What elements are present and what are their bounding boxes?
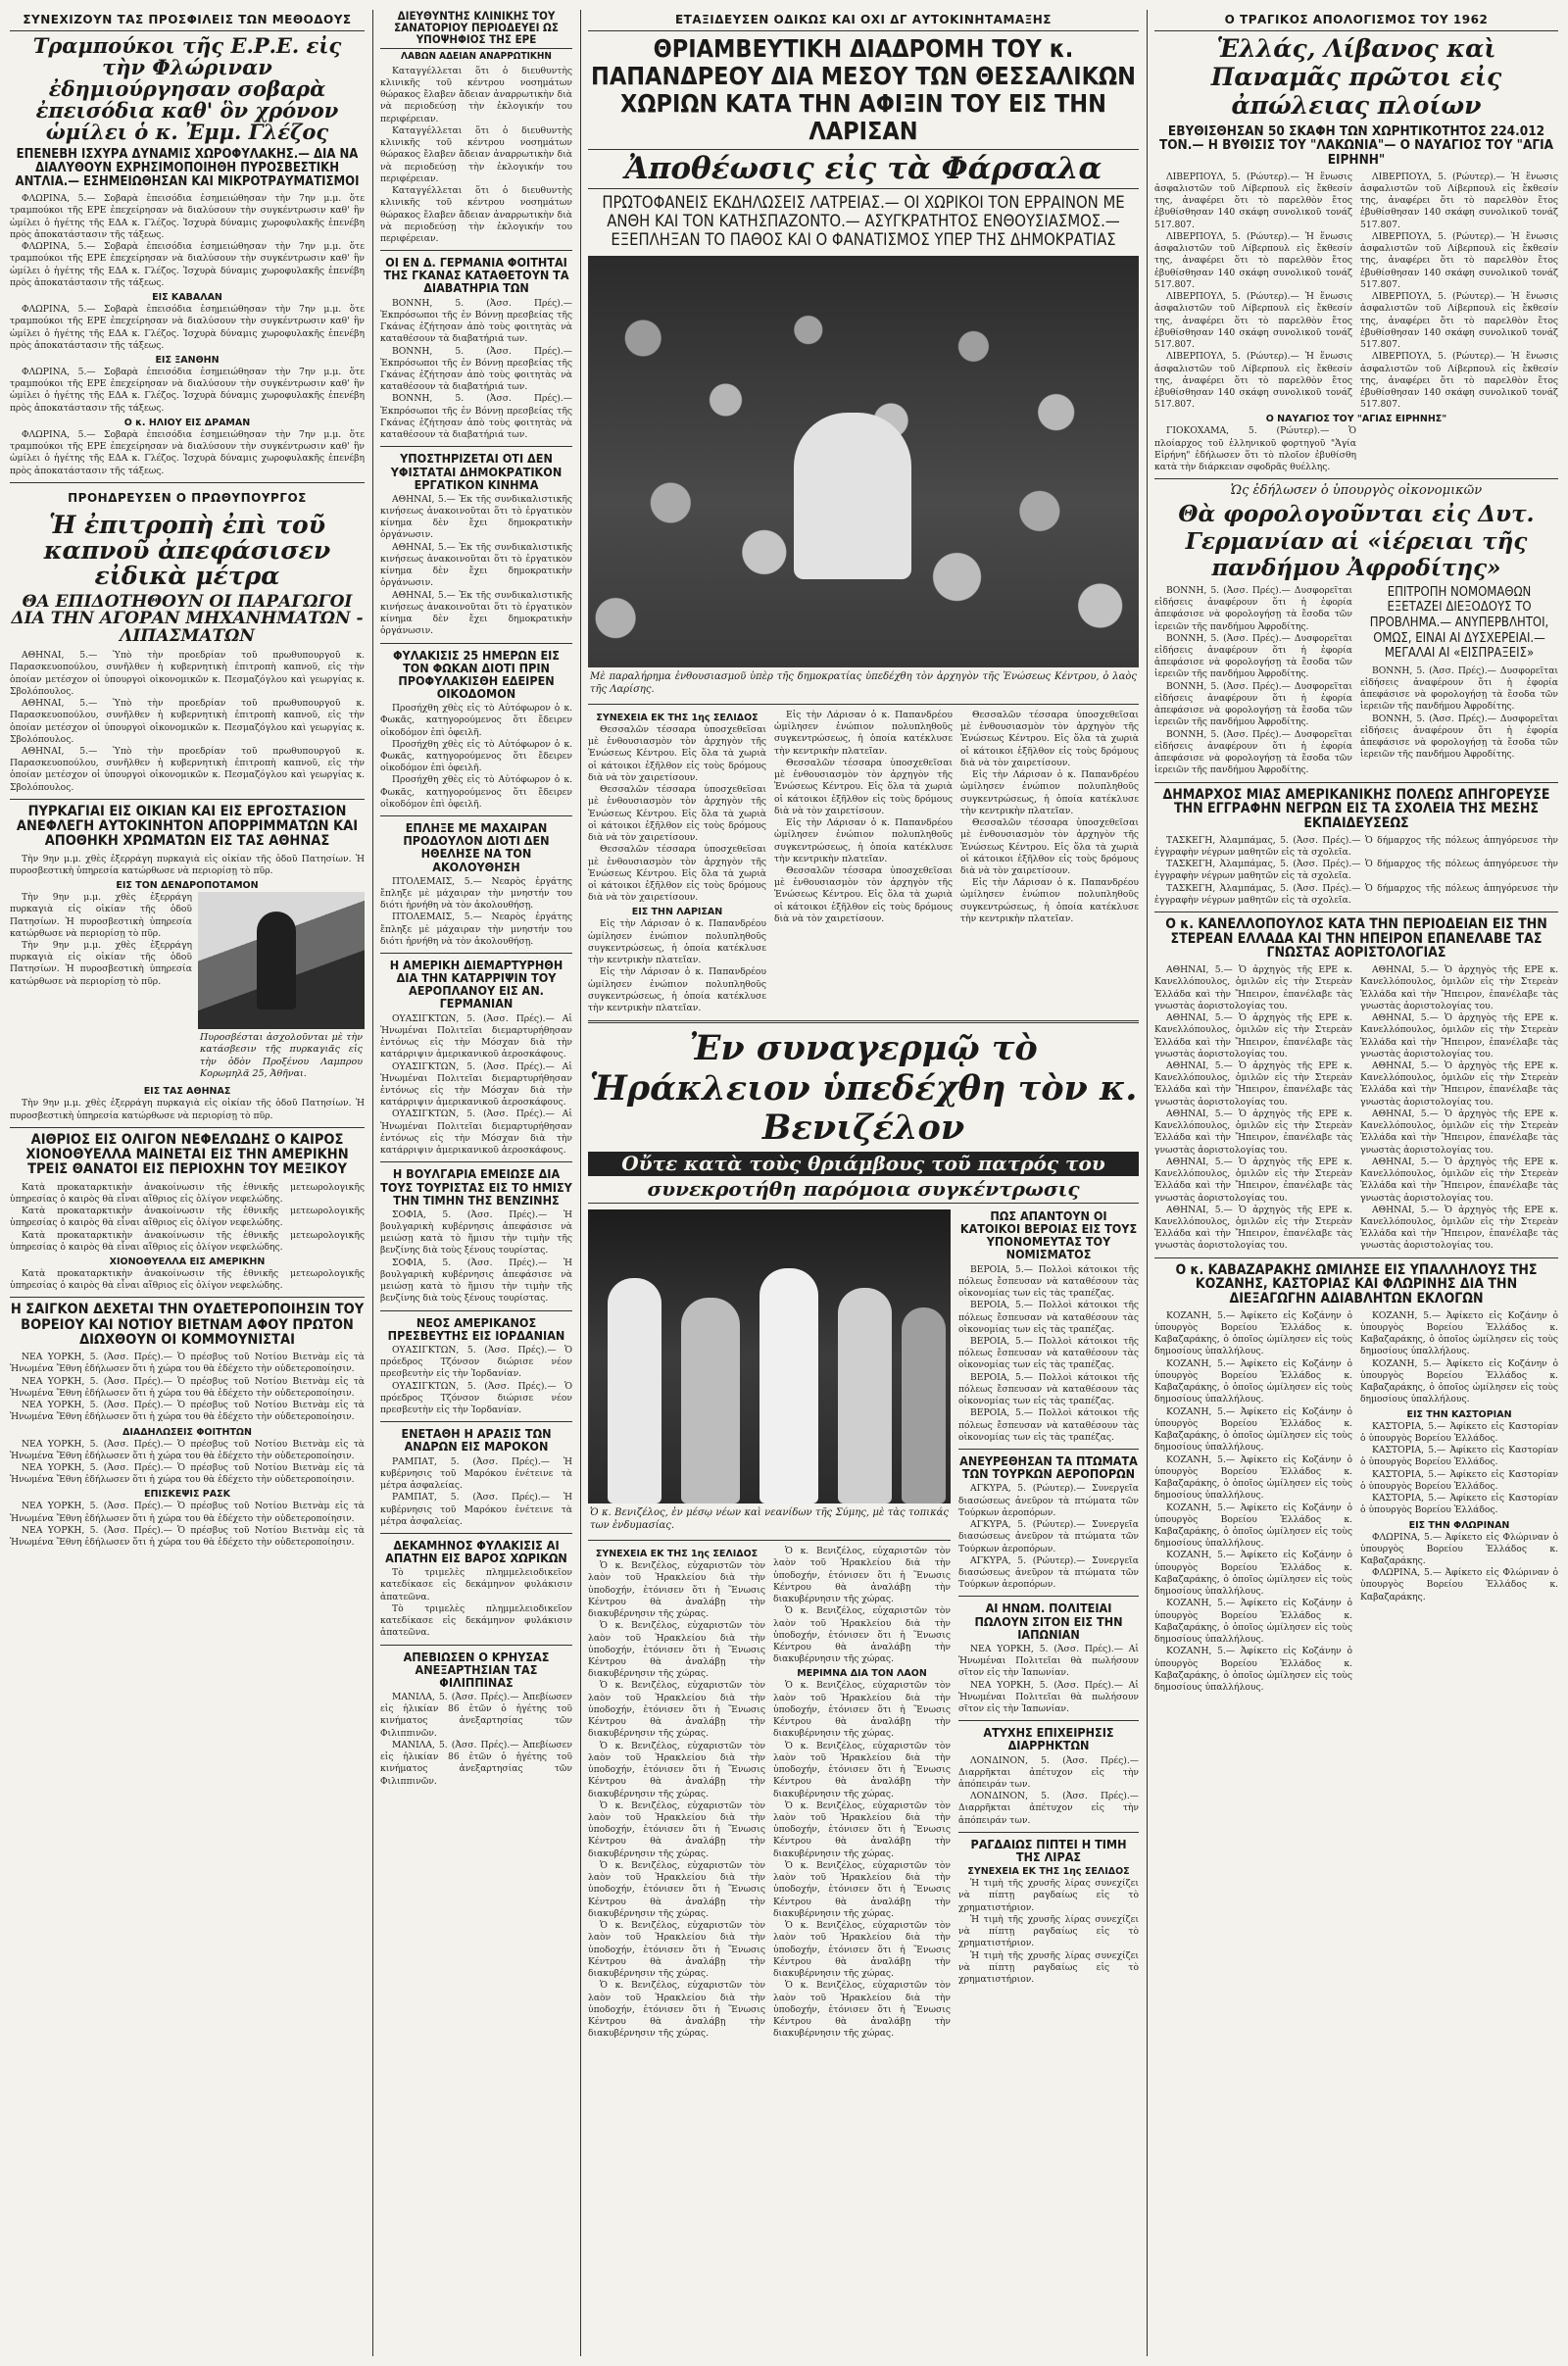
subhead-tobacco: ΘΑ ΕΠΙΔΟΤΗΘΟΥΝ ΟΙ ΠΑΡΑΓΩΓΟΙ ΔΙΑ ΤΗΝ ΑΓΟΡΑΝ ΜΗΧΑΝΗΜΑΤΩΝ - ΛΙΠΑΣΜΑΤΩΝ [11,591,364,647]
column-rule [1147,10,1148,2356]
article-body: ΒΕΡΟΙΑ, 5.— Πολλοὶ κάτοικοι τῆς πόλεως ἔσπευσαν νὰ καταθέσουν τὰς οἰκονομίας των εἰς τὰς τραπέζας. ΒΕΡΟΙΑ, 5.— Πολλοὶ κάτοικοι τῆς πόλεως ἔσπευσαν νὰ καταθέσουν τὰς οἰκονομίας των εἰς τὰς τραπέζας. ΒΕΡΟΙΑ, 5.— Πολλοὶ κάτοικοι τῆς πόλεως ἔσπευσαν νὰ καταθέσουν τὰς οἰκονομίας των εἰς τὰς τραπέζας. ΒΕΡΟΙΑ, 5.— Πολλοὶ κάτοικοι τῆς πόλεως ἔσπευσαν νὰ καταθέσουν τὰς οἰκονομίας των εἰς τὰς τραπέζας. ΒΕΡΟΙΑ, 5.— Πολλοὶ κάτοικοι τῆς πόλεως ἔσπευσαν νὰ καταθέσουν τὰς οἰκονομίας των εἰς τὰς τραπέζας. [958,1263,1139,1443]
photo-venizelos [588,1209,951,1503]
photo-caption: Ὁ κ. Βενιζέλος, ἐν μέσῳ νέων καὶ νεανίδων τῆς Σύμης, μὲ τὰς τοπικάς των ἐνδυμασίας. [590,1507,949,1532]
article-body: ΟΥΑΣΙΓΚΤΩΝ, 5. (Ἀσσ. Πρές).— Αἱ Ἡνωμέναι Πολιτεῖαι διεμαρτυρήθησαν ἐντόνως εἰς τὴν Μόσχαν διὰ τὴν κατάρριψιν ἀμερικανικοῦ ἀεροσκάφους. ΟΥΑΣΙΓΚΤΩΝ, 5. (Ἀσσ. Πρές).— Αἱ Ἡνωμέναι Πολιτεῖαι διεμαρτυρήθησαν ἐντόνως εἰς τὴν Μόσχαν διὰ τὴν κατάρριψιν ἀμερικανικοῦ ἀεροσκάφους. ΟΥΑΣΙΓΚΤΩΝ, 5. (Ἀσσ. Πρές).— Αἱ Ἡνωμέναι Πολιτεῖαι διεμαρτυρήθησαν ἐντόνως εἰς τὴν Μόσχαν διὰ τὴν κατάρριψιν ἀμερικανικοῦ ἀεροσκάφους. [380,1012,572,1157]
dateline: Ο κ. ΗΛΙΟΥ ΕΙΣ ΔΡΑΜΑΝ [123,417,251,428]
headline: ΝΕΟΣ ΑΜΕΡΙΚΑΝΟΣ ΠΡΕΣΒΕΥΤΗΣ ΕΙΣ ΙΟΡΔΑΝΙΑΝ [387,1314,565,1343]
headline-tobacco: Ἡ ἐπιτροπὴ ἐπὶ τοῦ καπνοῦ ἀπεφάσισεν εἰδικὰ μέτρα [43,510,331,591]
headline: ΑΠΕΒΙΩΣΕΝ Ο ΚΡΗΥΣΑΣ ΑΝΕΞΑΡΤΗΣΙΑΝ ΤΑΣ ΦΙΛΙΠΠΙΝΑΣ [403,1649,550,1690]
article-body: ΒΟΝΝΗ, 5. (Ἀσσ. Πρές).— Ἐκπρόσωποι τῆς ἐν Βόννῃ πρεσβείας τῆς Γκάνας ἐζήτησαν ἀπὸ τοὺς φοιτητὰς νὰ καταθέσουν τὰ διαβατήριά των. ΒΟΝΝΗ, 5. (Ἀσσ. Πρές).— Ἐκπρόσωποι τῆς ἐν Βόννῃ πρεσβείας τῆς Γκάνας ἐζήτησαν ἀπὸ τοὺς φοιτητὰς νὰ καταθέσουν τὰ διαβατήριά των. ΒΟΝΝΗ, 5. (Ἀσσ. Πρές).— Ἐκπρόσωποι τῆς ἐν Βόννῃ πρεσβείας τῆς Γκάνας ἐζήτησαν ἀπὸ τοὺς φοιτητὰς νὰ καταθέσουν τὰ διαβατήριά των. [380,297,572,441]
column-rule [580,10,581,2356]
article-body: ΦΛΩΡΙΝΑ, 5.— Σοβαρὰ ἐπεισόδια ἐσημειώθησαν τὴν 7ην μ.μ. ὅτε τραμπούκοι τῆς ΕΡΕ ἐπεχείρησαν νὰ διαλύσουν τὴν συγκέντρωσιν καθ' ἣν ὡμίλει ὁ ἡγέτης τῆς ΕΔΑ κ. Γλέζος. Ἰσχυρὰ δύναμις χωροφυλακῆς ἐπενέβη πρὸς ἀποκατάστασιν τῆς τάξεως. [10,304,365,351]
article-body: ΝΕΑ ΥΟΡΚΗ, 5. (Ἀσσ. Πρές).— Αἱ Ἡνωμέναι Πολιτεῖαι θὰ πωλήσουν σῖτον εἰς τὴν Ἰαπωνίαν. ΝΕΑ ΥΟΡΚΗ, 5. (Ἀσσ. Πρές).— Αἱ Ἡνωμέναι Πολιτεῖαι θὰ πωλήσουν σῖτον εἰς τὴν Ἰαπωνίαν. [958,1643,1139,1715]
dateline: ΕΙΣ ΤΑΣ ΑΘΗΝΑΣ [143,1086,231,1098]
article-body: Θεσσαλῶν τέσσαρα ὑποσχεθεῖσαι μὲ ἐνθουσιασμὸν τὸν ἀρχηγὸν τῆς Ἑνώσεως Κέντρου. Εἰς ὅλα τὰ χωριὰ οἱ κάτοικοι ἐξῆλθον εἰς τοὺς δρόμους διὰ νὰ τὸν χαιρετίσουν. Θεσσαλῶν τέσσαρα ὑποσχεθεῖσαι μὲ ἐνθουσιασμὸν τὸν ἀρχηγὸν τῆς Ἑνώσεως Κέντρου. Εἰς ὅλα τὰ χωριὰ οἱ κάτοικοι ἐξῆλθον εἰς τοὺς δρόμους διὰ νὰ τὸν χαιρετίσουν. Θεσσαλῶν τέσσαρα ὑποσχεθεῖσαι μὲ ἐνθουσιασμὸν τὸν ἀρχηγὸν τῆς Ἑνώσεως Κέντρου. Εἰς ὅλα τὰ χωριὰ οἱ κάτοικοι ἐξῆλθον εἰς τοὺς δρόμους διὰ νὰ τὸν χαιρετίσουν. [588,723,766,904]
article-body: ΑΓΚΥΡΑ, 5. (Ρώυτερ).— Συνεργεῖα διασώσεως ἀνεῦρον τὰ πτώματα τῶν Τούρκων ἀεροπόρων. ΑΓΚΥΡΑ, 5. (Ρώυτερ).— Συνεργεῖα διασώσεως ἀνεῦρον τὰ πτώματα τῶν Τούρκων ἀεροπόρων. ΑΓΚΥΡΑ, 5. (Ρώυτερ).— Συνεργεῖα διασώσεως ἀνεῦρον τὰ πτώματα τῶν Τούρκων ἀεροπόρων. [958,1483,1139,1591]
headline-kavazarakis: Ο κ. ΚΑΒΑΖΑΡΑΚΗΣ ΩΜΙΛΗΣΕ ΕΙΣ ΥΠΑΛΛΗΛΟΥΣ ΤΗΣ ΚΟΖΑΝΗΣ, ΚΑΣΤΟΡΙΑΣ ΚΑΙ ΦΛΩΡΙΝΗΣ ΔΙΑ ΤΗΝ ΔΙΕΞΑΓΩΓΗΝ ΑΔΙΑΒΛΗΤΩΝ ΕΚΛΟΓΩΝ [1175,1261,1538,1307]
kicker: Ὡς ἐδήλωσεν ὁ ὑπουργὸς οἰκονομικῶν [1230,483,1483,499]
article-body: ΦΛΩΡΙΝΑ, 5.— Σοβαρὰ ἐπεισόδια ἐσημειώθησαν τὴν 7ην μ.μ. ὅτε τραμπούκοι τῆς ΕΡΕ ἐπεχείρησαν νὰ διαλύσουν τὴν συγκέντρωσιν καθ' ἣν ὡμίλει ὁ ἡγέτης τῆς ΕΔΑ κ. Γλέζος. Ἰσχυρὰ δύναμις χωροφυλακῆς ἐπενέβη πρὸς ἀποκατάστασιν τῆς τάξεως. ΦΛΩΡΙΝΑ, 5.— Σοβαρὰ ἐπεισόδια ἐσημειώθησαν τὴν 7ην μ.μ. ὅτε τραμπούκοι τῆς ΕΡΕ ἐπεχείρησαν νὰ διαλύσουν τὴν συγκέντρωσιν καθ' ἣν ὡμίλει ὁ ἡγέτης τῆς ΕΔΑ κ. Γλέζος. Ἰσχυρὰ δύναμις χωροφυλακῆς ἐπενέβη πρὸς ἀποκατάστασιν τῆς τάξεως. [10,193,365,288]
headline-farsala: Ἀποθέωσις εἰς τὰ Φάρσαλα [588,149,1139,189]
column-center [584,10,1143,2356]
photo-caption: Μὲ παραλήρημα ἐνθουσιασμοῦ ὑπὲρ τῆς δημοκρατίας ὑπεδέχθη τὸν ἀρχηγὸν τῆς Ἐνώσεως Κέντρου, ὁ λαὸς τῆς Λαρίσης. [590,670,1137,695]
headline-weather: ΑΙΘΡΙΟΣ ΕΙΣ ΟΛΙΓΟΝ ΝΕΦΕΛΩΔΗΣ Ο ΚΑΙΡΟΣ ΧΙΟΝΟΘΥΕΛΛΑ ΜΑΙΝΕΤΑΙ ΕΙΣ ΤΗΝ ΑΜΕΡΙΚΗΝ ΤΡΕΙΣ ΘΑΝΑΤΟΙ ΕΙΣ ΠΕΡΙΟΧΗΝ ΤΟΥ ΜΕΞΙΚΟΥ [25,1131,349,1178]
dateline: ΕΙΣ ΞΑΝΘΗΝ [155,354,220,366]
article-body: Τὴν 9ην μ.μ. χθὲς ἐξερράγη πυρκαγιὰ εἰς οἰκίαν τῆς ὁδοῦ Πατησίων. Ἡ πυροσβεστικὴ ὑπηρεσία κατώρθωσε νὰ περιορίσῃ τὸ πῦρ. [10,853,365,876]
article-body: ΑΘΗΝΑΙ, 5.— Ὁ ἀρχηγὸς τῆς ΕΡΕ κ. Κανελλόπουλος, ὁμιλῶν εἰς τὴν Στερεὰν Ἑλλάδα καὶ τὴν Ἤπειρον, ἐπανέλαβε τὰς γνωστὰς ἀοριστολογίας του. ΑΘΗΝΑΙ, 5.— Ὁ ἀρχηγὸς τῆς ΕΡΕ κ. Κανελλόπουλος, ὁμιλῶν εἰς τὴν Στερεὰν Ἑλλάδα καὶ τὴν Ἤπειρον, ἐπανέλαβε τὰς γνωστὰς ἀοριστολογίας του. ΑΘΗΝΑΙ, 5.— Ὁ ἀρχηγὸς τῆς ΕΡΕ κ. Κανελλόπουλος, ὁμιλῶν εἰς τὴν Στερεὰν Ἑλλάδα καὶ τὴν Ἤπειρον, ἐπανέλαβε τὰς γνωστὰς ἀοριστολογίας του. ΑΘΗΝΑΙ, 5.— Ὁ ἀρχηγὸς τῆς ΕΡΕ κ. Κανελλόπουλος, ὁμιλῶν εἰς τὴν Στερεὰν Ἑλλάδα καὶ τὴν Ἤπειρον, ἐπανέλαβε τὰς γνωστὰς ἀοριστολογίας του. ΑΘΗΝΑΙ, 5.— Ὁ ἀρχηγὸς τῆς ΕΡΕ κ. Κανελλόπουλος, ὁμιλῶν εἰς τὴν Στερεὰν Ἑλλάδα καὶ τὴν Ἤπειρον, ἐπανέλαβε τὰς γνωστὰς ἀοριστολογίας του. ΑΘΗΝΑΙ, 5.— Ὁ ἀρχηγὸς τῆς ΕΡΕ κ. Κανελλόπουλος, ὁμιλῶν εἰς τὴν Στερεὰν Ἑλλάδα καὶ τὴν Ἤπειρον, ἐπανέλαβε τὰς γνωστὰς ἀοριστολογίας του. [1154,964,1352,1252]
dateline: ΕΙΣ ΤΗΝ ΚΑΣΤΟΡΙΑΝ [1406,1408,1512,1420]
article-body: Ὁ κ. Βενιζέλος, εὐχαριστῶν τὸν λαὸν τοῦ Ἡρακλείου διὰ τὴν ὑποδοχήν, ἐτόνισεν ὅτι ἡ Ἕνωσις Κέντρου θὰ ἀναλάβῃ τὴν διακυβέρνησιν τῆς χώρας. Ὁ κ. Βενιζέλος, εὐχαριστῶν τὸν λαὸν τοῦ Ἡρακλείου διὰ τὴν ὑποδοχήν, ἐτόνισεν ὅτι ἡ Ἕνωσις Κέντρου θὰ ἀναλάβῃ τὴν διακυβέρνησιν τῆς χώρας. Ὁ κ. Βενιζέλος, εὐχαριστῶν τὸν λαὸν τοῦ Ἡρακλείου διὰ τὴν ὑποδοχήν, ἐτόνισεν ὅτι ἡ Ἕνωσις Κέντρου θὰ ἀναλάβῃ τὴν διακυβέρνησιν τῆς χώρας. Ὁ κ. Βενιζέλος, εὐχαριστῶν τὸν λαὸν τοῦ Ἡρακλείου διὰ τὴν ὑποδοχήν, ἐτόνισεν ὅτι ἡ Ἕνωσις Κέντρου θὰ ἀναλάβῃ τὴν διακυβέρνησιν τῆς χώρας. Ὁ κ. Βενιζέλος, εὐχαριστῶν τὸν λαὸν τοῦ Ἡρακλείου διὰ τὴν ὑποδοχήν, ἐτόνισεν ὅτι ἡ Ἕνωσις Κέντρου θὰ ἀναλάβῃ τὴν διακυβέρνησιν τῆς χώρας. Ὁ κ. Βενιζέλος, εὐχαριστῶν τὸν λαὸν τοῦ Ἡρακλείου διὰ τὴν ὑποδοχήν, ἐτόνισεν ὅτι ἡ Ἕνωσις Κέντρου θὰ ἀναλάβῃ τὴν διακυβέρνησιν τῆς χώρας. [773,1680,951,2040]
headline: ΠΩΣ ΑΠΑΝΤΟΥΝ ΟΙ ΚΑΤΟΙΚΟΙ ΒΕΡΟΙΑΣ ΕΙΣ ΤΟΥΣ ΥΠΟΝΟΜΕΥΤΑΣ ΤΟΥ ΝΟΜΙΣΜΑΤΟΣ [959,1208,1138,1262]
article-body: ΒΟΝΝΗ, 5. (Ἀσσ. Πρές).— Δυσφορεῖται εἰδήσεις ἀναφέρουν ὅτι ἡ ἐφορία ἀπεφάσισε νὰ φορολογήσῃ τὰ ἔσοδα τῶν ἱερειῶν τῆς πανδήμου Ἀφροδίτης. ΒΟΝΝΗ, 5. (Ἀσσ. Πρές).— Δυσφορεῖται εἰδήσεις ἀναφέρουν ὅτι ἡ ἐφορία ἀπεφάσισε νὰ φορολογήσῃ τὰ ἔσοδα τῶν ἱερειῶν τῆς πανδήμου Ἀφροδίτης. [1360,665,1558,761]
article-body: ΛΙΒΕΡΠΟΥΛ, 5. (Ρώυτερ).— Ἡ ἕνωσις ἀσφαλιστῶν τοῦ Λίβερπουλ εἰς ἔκθεσίν της, ἀναφέρει ὅτι τὸ παρελθὸν ἔτος ἐβυθίσθησαν 140 σκάφη συνολικοῦ τονάζ 517.807. ΛΙΒΕΡΠΟΥΛ, 5. (Ρώυτερ).— Ἡ ἕνωσις ἀσφαλιστῶν τοῦ Λίβερπουλ εἰς ἔκθεσίν της, ἀναφέρει ὅτι τὸ παρελθὸν ἔτος ἐβυθίσθησαν 140 σκάφη συνολικοῦ τονάζ 517.807. ΛΙΒΕΡΠΟΥΛ, 5. (Ρώυτερ).— Ἡ ἕνωσις ἀσφαλιστῶν τοῦ Λίβερπουλ εἰς ἔκθεσίν της, ἀναφέρει ὅτι τὸ παρελθὸν ἔτος ἐβυθίσθησαν 140 σκάφη συνολικοῦ τονάζ 517.807. ΛΙΒΕΡΠΟΥΛ, 5. (Ρώυτερ).— Ἡ ἕνωσις ἀσφαλιστῶν τοῦ Λίβερπουλ εἰς ἔκθεσίν της, ἀναφέρει ὅτι τὸ παρελθὸν ἔτος ἐβυθίσθησαν 140 σκάφη συνολικοῦ τονάζ 517.807. [1154,171,1352,411]
article-body: Θεσσαλῶν τέσσαρα ὑποσχεθεῖσαι μὲ ἐνθουσιασμὸν τὸν ἀρχηγὸν τῆς Ἑνώσεως Κέντρου. Εἰς ὅλα τὰ χωριὰ οἱ κάτοικοι ἐξῆλθον εἰς τοὺς δρόμους διὰ νὰ τὸν χαιρετίσουν. Εἰς τὴν Λάρισαν ὁ κ. Παπανδρέου ὡμίλησεν ἐνώπιον πολυπληθοῦς συγκεντρώσεως, ἡ ὁποία κατέκλυσε τὴν κεντρικὴν πλατεῖαν. Θεσσαλῶν τέσσαρα ὑποσχεθεῖσαι μὲ ἐνθουσιασμὸν τὸν ἀρχηγὸν τῆς Ἑνώσεως Κέντρου. Εἰς ὅλα τὰ χωριὰ οἱ κάτοικοι ἐξῆλθον εἰς τοὺς δρόμους διὰ νὰ τὸν χαιρετίσουν. Εἰς τὴν Λάρισαν ὁ κ. Παπανδρέου ὡμίλησεν ἐνώπιον πολυπληθοῦς συγκεντρώσεως, ἡ ὁποία κατέκλυσε τὴν κεντρικὴν πλατεῖαν. [960,709,1139,924]
article-body: Ὁ κ. Βενιζέλος, εὐχαριστῶν τὸν λαὸν τοῦ Ἡρακλείου διὰ τὴν ὑποδοχήν, ἐτόνισεν ὅτι ἡ Ἕνωσις Κέντρου θὰ ἀναλάβῃ τὴν διακυβέρνησιν τῆς χώρας. Ὁ κ. Βενιζέλος, εὐχαριστῶν τὸν λαὸν τοῦ Ἡρακλείου διὰ τὴν ὑποδοχήν, ἐτόνισεν ὅτι ἡ Ἕνωσις Κέντρου θὰ ἀναλάβῃ τὴν διακυβέρνησιν τῆς χώρας. [773,1546,951,1665]
headline: ΑΙ ΗΝΩΜ. ΠΟΛΙΤΕΙΑΙ ΠΩΛΟΥΝ ΣΙΤΟΝ ΕΙΣ ΤΗΝ ΙΑΠΩΝΙΑΝ [974,1601,1123,1642]
column-right [1151,10,1562,2356]
article-body: ΟΥΑΣΙΓΚΤΩΝ, 5. (Ἀσσ. Πρές).— Ὁ πρόεδρος Τζόνσον διώρισε νέον πρεσβευτὴν εἰς τὴν Ἰορδανίαν. ΟΥΑΣΙΓΚΤΩΝ, 5. (Ἀσσ. Πρές).— Ὁ πρόεδρος Τζόνσον διώρισε νέον πρεσβευτὴν εἰς τὴν Ἰορδανίαν. [380,1344,572,1416]
article-body: ΝΕΑ ΥΟΡΚΗ, 5. (Ἀσσ. Πρές).— Ὁ πρέσβυς τοῦ Νοτίου Βιετνὰμ εἰς τὰ Ἡνωμένα Ἔθνη ἐδήλωσεν ὅτι ἡ χώρα του θὰ ἐδέχετο τὴν οὐδετεροποίησιν. ΝΕΑ ΥΟΡΚΗ, 5. (Ἀσσ. Πρές).— Ὁ πρέσβυς τοῦ Νοτίου Βιετνὰμ εἰς τὰ Ἡνωμένα Ἔθνη ἐδήλωσεν ὅτι ἡ χώρα του θὰ ἐδέχετο τὴν οὐδετεροποίησιν. ΝΕΑ ΥΟΡΚΗ, 5. (Ἀσσ. Πρές).— Ὁ πρέσβυς τοῦ Νοτίου Βιετνὰμ εἰς τὰ Ἡνωμένα Ἔθνη ἐδήλωσεν ὅτι ἡ χώρα του θὰ ἐδέχετο τὴν οὐδετεροποίησιν. [10,1352,365,1423]
headline: ΕΠΛΗΞΕ ΜΕ ΜΑΧΑΙΡΑΝ ΠΡΟΔΟΥΛΟΝ ΔΙΟΤΙ ΔΕΝ ΗΘΕΛΗΣΕ ΝΑ ΤΟΝ ΑΚΟΛΟΥΘΗΣΗ [403,820,550,874]
dateline: ΕΙΣ ΤΗΝ ΛΑΡΙΣΑΝ [631,907,723,918]
headline-shipwrecks: Ἑλλάς, Λίβανος καὶ Παναμᾶς πρῶτοι εἰς ἀπώλειας πλοίων [1210,34,1502,120]
article-body: Εἰς τὴν Λάρισαν ὁ κ. Παπανδρέου ὡμίλησεν ἐνώπιον πολυπληθοῦς συγκεντρώσεως, ἡ ὁποία κατέκλυσε τὴν κεντρικὴν πλατεῖαν. Θεσσαλῶν τέσσαρα ὑποσχεθεῖσαι μὲ ἐνθουσιασμὸν τὸν ἀρχηγὸν τῆς Ἑνώσεως Κέντρου. Εἰς ὅλα τὰ χωριὰ οἱ κάτοικοι ἐξῆλθον εἰς τοὺς δρόμους διὰ νὰ τὸν χαιρετίσουν. Εἰς τὴν Λάρισαν ὁ κ. Παπανδρέου ὡμίλησεν ἐνώπιον πολυπληθοῦς συγκεντρώσεως, ἡ ὁποία κατέκλυσε τὴν κεντρικὴν πλατεῖαν. Θεσσαλῶν τέσσαρα ὑποσχεθεῖσαι μὲ ἐνθουσιασμὸν τὸν ἀρχηγὸν τῆς Ἑνώσεως Κέντρου. Εἰς ὅλα τὰ χωριὰ οἱ κάτοικοι ἐξῆλθον εἰς τοὺς δρόμους διὰ νὰ τὸν χαιρετίσουν. [774,709,953,924]
subhead-venizelos-a: Οὔτε κατὰ τοὺς θριάμβους τοῦ πατρός του [588,1152,1139,1176]
dateline: ΔΙΑΔΗΛΩΣΕΙΣ ΦΟΙΤΗΤΩΝ [122,1426,252,1438]
subhead-germany-tax: ΕΠΙΤΡΟΠΗ ΝΟΜΟΜΑΘΩΝ ΕΞΕΤΑΖΕΙ ΔΙΕΞΟΔΟΥΣ ΤΟ ΠΡΟΒΛΗΜΑ.— ΑΝΥΠΕΡΒΛΗΤΟΙ, ΟΜΩΣ, ΕΙΝΑΙ ΑΙ ΔΥΣΧΕΡΕΙΑΙ.— ΜΕΓΑΛΑΙ ΑΙ «ΕΙΣΠΡΑΞΕΙΣ» [1369,584,1549,662]
headline: ΦΥΛΑΚΙΣΙΣ 25 ΗΜΕΡΩΝ ΕΙΣ ΤΟΝ ΦΩΚΑΝ ΔΙΟΤΙ ΠΡΙΝ ΠΡΟΦΥΛΑΚΙΣΘΗ ΕΔΕΙΡΕΝ ΟΙΚΟΔΟΜΟΝ [393,647,560,701]
dateline: ΕΙΣ ΤΟΝ ΔΕΝΔΡΟΠΟΤΑΜΟΝ [116,880,259,892]
article-body: ΜΑΝΙΛΑ, 5. (Ἀσσ. Πρές).— Ἀπεβίωσεν εἰς ἡλικίαν 86 ἐτῶν ὁ ἡγέτης τοῦ κινήματος ἀνεξαρτησίας τῶν Φιλιππινῶν. ΜΑΝΙΛΑ, 5. (Ἀσσ. Πρές).— Ἀπεβίωσεν εἰς ἡλικίαν 86 ἐτῶν ὁ ἡγέτης τοῦ κινήματος ἀνεξαρτησίας τῶν Φιλιππινῶν. [380,1692,572,1787]
article-body: ΦΛΩΡΙΝΑ, 5.— Σοβαρὰ ἐπεισόδια ἐσημειώθησαν τὴν 7ην μ.μ. ὅτε τραμπούκοι τῆς ΕΡΕ ἐπεχείρησαν νὰ διαλύσουν τὴν συγκέντρωσιν καθ' ἣν ὡμίλει ὁ ἡγέτης τῆς ΕΔΑ κ. Γλέζος. Ἰσχυρὰ δύναμις χωροφυλακῆς ἐπενέβη πρὸς ἀποκατάστασιν τῆς τάξεως. [10,366,365,414]
article-body: ΛΙΒΕΡΠΟΥΛ, 5. (Ρώυτερ).— Ἡ ἕνωσις ἀσφαλιστῶν τοῦ Λίβερπουλ εἰς ἔκθεσίν της, ἀναφέρει ὅτι τὸ παρελθὸν ἔτος ἐβυθίσθησαν 140 σκάφη συνολικοῦ τονάζ 517.807. ΛΙΒΕΡΠΟΥΛ, 5. (Ρώυτερ).— Ἡ ἕνωσις ἀσφαλιστῶν τοῦ Λίβερπουλ εἰς ἔκθεσίν της, ἀναφέρει ὅτι τὸ παρελθὸν ἔτος ἐβυθίσθησαν 140 σκάφη συνολικοῦ τονάζ 517.807. ΛΙΒΕΡΠΟΥΛ, 5. (Ρώυτερ).— Ἡ ἕνωσις ἀσφαλιστῶν τοῦ Λίβερπουλ εἰς ἔκθεσίν της, ἀναφέρει ὅτι τὸ παρελθὸν ἔτος ἐβυθίσθησαν 140 σκάφη συνολικοῦ τονάζ 517.807. ΛΙΒΕΡΠΟΥΛ, 5. (Ρώυτερ).— Ἡ ἕνωσις ἀσφαλιστῶν τοῦ Λίβερπουλ εἰς ἔκθεσίν της, ἀναφέρει ὅτι τὸ παρελθὸν ἔτος ἐβυθίσθησαν 140 σκάφη συνολικοῦ τονάζ 517.807. [1360,171,1558,411]
headline: ΑΤΥΧΗΣ ΕΠΙΧΕΙΡΗΣΙΣ ΔΙΑΡΡΗΚΤΩΝ [983,1725,1114,1753]
article-body: ΚΟΖΑΝΗ, 5.— Ἀφίκετο εἰς Κοζάνην ὁ ὑπουργὸς Βορείου Ἑλλάδος κ. Καβαζαράκης, ὁ ὁποῖος ὡμίλησεν εἰς τοὺς δημοσίους ὑπαλλήλους. ΚΟΖΑΝΗ, 5.— Ἀφίκετο εἰς Κοζάνην ὁ ὑπουργὸς Βορείου Ἑλλάδος κ. Καβαζαράκης, ὁ ὁποῖος ὡμίλησεν εἰς τοὺς δημοσίους ὑπαλλήλους. [1360,1309,1558,1405]
article-body: ΛΟΝΔΙΝΟΝ, 5. (Ἀσσ. Πρές).— Διαρρῆκται ἀπέτυχον εἰς τὴν ἀπόπειράν των. ΛΟΝΔΙΝΟΝ, 5. (Ἀσσ. Πρές).— Διαρρῆκται ἀπέτυχον εἰς τὴν ἀπόπειράν των. [958,1754,1139,1826]
article-body: Προσήχθη χθὲς εἰς τὸ Αὐτόφωρον ὁ κ. Φωκᾶς, κατηγορούμενος ὅτι ἔδειρεν οἰκοδόμον ἐπὶ ὀφειλῆ. Προσήχθη χθὲς εἰς τὸ Αὐτόφωρον ὁ κ. Φωκᾶς, κατηγορούμενος ὅτι ἔδειρεν οἰκοδόμον ἐπὶ ὀφειλῆ. Προσήχθη χθὲς εἰς τὸ Αὐτόφωρον ὁ κ. Φωκᾶς, κατηγορούμενος ὅτι ἔδειρεν οἰκοδόμον ἐπὶ ὀφειλῆ. [380,703,572,810]
column-left [6,10,368,2356]
photo-fire [198,892,365,1029]
article-body: Τὸ τριμελὲς πλημμελειοδικεῖον κατεδίκασε εἰς δεκάμηνον φυλάκισιν ἀπατεῶνα. Τὸ τριμελὲς πλημμελειοδικεῖον κατεδίκασε εἰς δεκάμηνον φυλάκισιν ἀπατεῶνα. [380,1567,572,1639]
headline: ΔΕΚΑΜΗΝΟΣ ΦΥΛΑΚΙΣΙΣ ΑΙ ΑΠΑΤΗΝ ΕΙΣ ΒΑΡΟΣ ΧΩΡΙΚΩΝ [385,1537,567,1566]
article-body: ΚΟΖΑΝΗ, 5.— Ἀφίκετο εἰς Κοζάνην ὁ ὑπουργὸς Βορείου Ἑλλάδος κ. Καβαζαράκης, ὁ ὁποῖος ὡμίλησεν εἰς τοὺς δημοσίους ὑπαλλήλους. ΚΟΖΑΝΗ, 5.— Ἀφίκετο εἰς Κοζάνην ὁ ὑπουργὸς Βορείου Ἑλλάδος κ. Καβαζαράκης, ὁ ὁποῖος ὡμίλησεν εἰς τοὺς δημοσίους ὑπαλλήλους. ΚΟΖΑΝΗ, 5.— Ἀφίκετο εἰς Κοζάνην ὁ ὑπουργὸς Βορείου Ἑλλάδος κ. Καβαζαράκης, ὁ ὁποῖος ὡμίλησεν εἰς τοὺς δημοσίους ὑπαλλήλους. ΚΟΖΑΝΗ, 5.— Ἀφίκετο εἰς Κοζάνην ὁ ὑπουργὸς Βορείου Ἑλλάδος κ. Καβαζαράκης, ὁ ὁποῖος ὡμίλησεν εἰς τοὺς δημοσίους ὑπαλλήλους. ΚΟΖΑΝΗ, 5.— Ἀφίκετο εἰς Κοζάνην ὁ ὑπουργὸς Βορείου Ἑλλάδος κ. Καβαζαράκης, ὁ ὁποῖος ὡμίλησεν εἰς τοὺς δημοσίους ὑπαλλήλους. ΚΟΖΑΝΗ, 5.— Ἀφίκετο εἰς Κοζάνην ὁ ὑπουργὸς Βορείου Ἑλλάδος κ. Καβαζαράκης, ὁ ὁποῖος ὡμίλησεν εἰς τοὺς δημοσίους ὑπαλλήλους. ΚΟΖΑΝΗ, 5.— Ἀφίκετο εἰς Κοζάνην ὁ ὑπουργὸς Βορείου Ἑλλάδος κ. Καβαζαράκης, ὁ ὁποῖος ὡμίλησεν εἰς τοὺς δημοσίους ὑπαλλήλους. ΚΟΖΑΝΗ, 5.— Ἀφίκετο εἰς Κοζάνην ὁ ὑπουργὸς Βορείου Ἑλλάδος κ. Καβαζαράκης, ὁ ὁποῖος ὡμίλησεν εἰς τοὺς δημοσίους ὑπαλλήλους. [1154,1309,1352,1694]
continued-label: ΣΥΝΕΧΕΙΑ ΕΚ ΤΗΣ 1ης ΣΕΛΙΔΟΣ [596,712,759,723]
article-body: Τὴν 9ην μ.μ. χθὲς ἐξερράγη πυρκαγιὰ εἰς οἰκίαν τῆς ὁδοῦ Πατησίων. Ἡ πυροσβεστικὴ ὑπηρεσία κατώρθωσε νὰ περιορίσῃ τὸ πῦρ. Τὴν 9ην μ.μ. χθὲς ἐξερράγη πυρκαγιὰ εἰς οἰκίαν τῆς ὁδοῦ Πατησίων. Ἡ πυροσβεστικὴ ὑπηρεσία κατώρθωσε νὰ περιορίσῃ τὸ πῦρ. [10,892,192,987]
subhead-papandreou: ΠΡΩΤΟΦΑΝΕΙΣ ΕΚΔΗΛΩΣΕΙΣ ΛΑΤΡΕΙΑΣ.— ΟΙ ΧΩΡΙΚΟΙ ΤΟΝ ΕΡΡΑΙΝΟΝ ΜΕ ΑΝΘΗ ΚΑΙ ΤΟΝ ΚΑΤΗΣΠΑΖΟΝΤΟ.— ΑΣΥΓΚΡΑΤΗΤΟΣ ΕΝΘΟΥΣΙΑΣΜΟΣ.— ΕΞΕΠΛΗΞΑΝ ΤΟ ΠΑΘΟΣ ΚΑΙ Ο ΦΑΝΑΤΙΣΜΟΣ ΥΠΕΡ ΤΗΣ ΔΗΜΟΚΡΑΤΙΑΣ [602,192,1125,250]
article-body: ΦΛΩΡΙΝΑ, 5.— Ἀφίκετο εἰς Φλώριναν ὁ ὑπουργὸς Βορείου Ἑλλάδος κ. Καβαζαράκης. ΦΛΩΡΙΝΑ, 5.— Ἀφίκετο εἰς Φλώριναν ὁ ὑπουργὸς Βορείου Ἑλλάδος κ. Καβαζαράκης. [1360,1531,1558,1602]
photo-larisa-crowd [588,256,1139,667]
article-body: Κατὰ προκαταρκτικὴν ἀνακοίνωσιν τῆς ἐθνικῆς μετεωρολογικῆς ὑπηρεσίας ὁ καιρὸς θὰ εἶναι αἴθριος εἰς ὀλίγον νεφελώδης. [10,1267,365,1292]
subhead-florina: ΕΠΕΝΕΒΗ ΙΣΧΥΡΑ ΔΥΝΑΜΙΣ ΧΩΡΟΦΥΛΑΚΗΣ.— ΔΙΑ ΝΑ ΔΙΑΛΥΘΟΥΝ ΕΧΡΗΣΙΜΟΠΟΙΗΘΗ ΠΥΡΟΣΒΕΣΤΙΚΗ ΑΝΤΛΙΑ.— ΕΣΗΜΕΙΩΘΗΣΑΝ ΚΑΙ ΜΙΚΡΟΤΡΑΥΜΑΤΙΣΜΟΙ [15,147,360,189]
article-body: ΠΤΟΛΕΜΑΙΣ, 5.— Νεαρὸς ἐργάτης ἔπληξε μὲ μάχαιραν τὴν μνηστήν του διότι ἠρνήθη νὰ τὸν ἀκολουθήσῃ. ΠΤΟΛΕΜΑΙΣ, 5.— Νεαρὸς ἐργάτης ἔπληξε μὲ μάχαιραν τὴν μνηστήν του διότι ἠρνήθη νὰ τὸν ἀκολουθήσῃ. [380,875,572,947]
headline: ΡΑΓΔΑΙΩΣ ΠΙΠΤΕΙ Η ΤΙΜΗ ΤΗΣ ΛΙΡΑΣ [970,1836,1127,1865]
headline: Η ΒΟΥΛΓΑΡΙΑ ΕΜΕΙΩΣΕ ΔΙΑ ΤΟΥΣ ΤΟΥΡΙΣΤΑΣ ΕΙΣ ΤΟ ΗΜΙΣΥ ΤΗΝ ΤΙΜΗΝ ΤΗΣ ΒΕΝΖΙΝΗΣ [380,1166,572,1208]
article-body: Καταγγέλλεται ὅτι ὁ διευθυντὴς κλινικῆς τοῦ κέντρου νοσημάτων θώρακος ἔλαβεν ἄδειαν ἀναρρωτικὴν διὰ νὰ περιοδεύσῃ τὴν ἐκλογικήν του περιφέρειαν. Καταγγέλλεται ὅτι ὁ διευθυντὴς κλινικῆς τοῦ κέντρου νοσημάτων θώρακος ἔλαβεν ἄδειαν ἀναρρωτικὴν διὰ νὰ περιοδεύσῃ τὴν ἐκλογικήν του περιφέρειαν. Καταγγέλλεται ὅτι ὁ διευθυντὴς κλινικῆς τοῦ κέντρου νοσημάτων θώρακος ἔλαβεν ἄδειαν ἀναρρωτικὴν διὰ νὰ περιοδεύσῃ τὴν ἐκλογικήν του περιφέρειαν. [380,65,572,244]
article-body: ΚΑΣΤΟΡΙΑ, 5.— Ἀφίκετο εἰς Καστορίαν ὁ ὑπουργὸς Βορείου Ἑλλάδος. ΚΑΣΤΟΡΙΑ, 5.— Ἀφίκετο εἰς Καστορίαν ὁ ὑπουργὸς Βορείου Ἑλλάδος. ΚΑΣΤΟΡΙΑ, 5.— Ἀφίκετο εἰς Καστορίαν ὁ ὑπουργὸς Βορείου Ἑλλάδος. ΚΑΣΤΟΡΙΑ, 5.— Ἀφίκετο εἰς Καστορίαν ὁ ὑπουργὸς Βορείου Ἑλλάδος. [1360,1420,1558,1516]
headline: ΑΝΕΥΡΕΘΗΣΑΝ ΤΑ ΠΤΩΜΑΤΑ ΤΩΝ ΤΟΥΡΚΩΝ ΑΕΡΟΠΟΡΩΝ [959,1454,1138,1482]
kicker: ΔΙΕΥΘΥΝΤΗΣ ΚΛΙΝΙΚΗΣ ΤΟΥ ΣΑΝΑΤΟΡΙΟΥ ΠΕΡΙΟΔΕΥΕΙ ΩΣ ΥΠΟΨΗΦΙΟΣ ΤΗΣ ΕΡΕ [380,10,572,49]
kicker: Ο ΤΡΑΓΙΚΟΣ ΑΠΟΛΟΓΙΣΜΟΣ ΤΟΥ 1962 [1154,10,1558,31]
headline-germany-tax: Θὰ φορολογοῦνται εἰς Δυτ. Γερμανίαν αἱ «ἱέρειαι τῆς πανδήμου Ἀφροδίτης» [1178,501,1535,582]
headline-kanellopoulos: Ο κ. ΚΑΝΕΛΛΟΠΟΥΛΟΣ ΚΑΤΑ ΤΗΝ ΠΕΡΙΟΔΕΙΑΝ ΕΙΣ ΤΗΝ ΣΤΕΡΕΑΝ ΕΛΛΑΔΑ ΚΑΙ ΤΗΝ ΗΠΕΙΡΟΝ ΕΠΑΝΕΛΑΒΕ ΤΑΣ ΓΝΩΣΤΑΣ ΑΟΡΙΣΤΟΛΟΓΙΑΣ [1165,916,1547,961]
article-body: Εἰς τὴν Λάρισαν ὁ κ. Παπανδρέου ὡμίλησεν ἐνώπιον πολυπληθοῦς συγκεντρώσεως, ἡ ὁποία κατέκλυσε τὴν κεντρικὴν πλατεῖαν. Εἰς τὴν Λάρισαν ὁ κ. Παπανδρέου ὡμίλησεν ἐνώπιον πολυπληθοῦς συγκεντρώσεως, ἡ ὁποία κατέκλυσε τὴν κεντρικὴν πλατεῖαν. [588,918,766,1014]
kicker: ΕΤΑΞΙΔΕΥΣΕΝ ΟΔΙΚΩΣ ΚΑΙ ΟΧΙ ΔΓ ΑΥΤΟΚΙΝΗΤΑΜΑΞΗΣ [588,10,1139,31]
article-body: Ἡ τιμὴ τῆς χρυσῆς λίρας συνεχίζει νὰ πίπτῃ ραγδαίως εἰς τὸ χρηματιστήριον. Ἡ τιμὴ τῆς χρυσῆς λίρας συνεχίζει νὰ πίπτῃ ραγδαίως εἰς τὸ χρηματιστήριον. Ἡ τιμὴ τῆς χρυσῆς λίρας συνεχίζει νὰ πίπτῃ ραγδαίως εἰς τὸ χρηματιστήριον. [958,1878,1139,1986]
article-body: ΑΘΗΝΑΙ, 5.— Ὑπὸ τὴν προεδρίαν τοῦ πρωθυπουργοῦ κ. Παρασκευοπούλου, συνῆλθεν ἡ κυβερνητικὴ ἐπιτροπὴ καπνοῦ, εἰς τὴν ὁποίαν μετέσχον οἱ ὑπουργοὶ οἰκονομικῶν κ. Πεσμαζόγλου καὶ γεωργίας κ. Σβολόπουλος. ΑΘΗΝΑΙ, 5.— Ὑπὸ τὴν προεδρίαν τοῦ πρωθυπουργοῦ κ. Παρασκευοπούλου, συνῆλθεν ἡ κυβερνητικὴ ἐπιτροπὴ καπνοῦ, εἰς τὴν ὁποίαν μετέσχον οἱ ὑπουργοὶ οἰκονομικῶν κ. Πεσμαζόγλου καὶ γεωργίας κ. Σβολόπουλος. ΑΘΗΝΑΙ, 5.— Ὑπὸ τὴν προεδρίαν τοῦ πρωθυπουργοῦ κ. Παρασκευοπούλου, συνῆλθεν ἡ κυβερνητικὴ ἐπιτροπὴ καπνοῦ, εἰς τὴν ὁποίαν μετέσχον οἱ ὑπουργοὶ οἰκονομικῶν κ. Πεσμαζόγλου καὶ γεωργίας κ. Σβολόπουλος. [10,650,365,793]
article-body: ΝΕΑ ΥΟΡΚΗ, 5. (Ἀσσ. Πρές).— Ὁ πρέσβυς τοῦ Νοτίου Βιετνὰμ εἰς τὰ Ἡνωμένα Ἔθνη ἐδήλωσεν ὅτι ἡ χώρα του θὰ ἐδέχετο τὴν οὐδετεροποίησιν. ΝΕΑ ΥΟΡΚΗ, 5. (Ἀσσ. Πρές).— Ὁ πρέσβυς τοῦ Νοτίου Βιετνὰμ εἰς τὰ Ἡνωμένα Ἔθνη ἐδήλωσεν ὅτι ἡ χώρα του θὰ ἐδέχετο τὴν οὐδετεροποίησιν. [10,1501,365,1549]
article-body: Κατὰ προκαταρκτικὴν ἀνακοίνωσιν τῆς ἐθνικῆς μετεωρολογικῆς ὑπηρεσίας ὁ καιρὸς θὰ εἶναι αἴθριος εἰς ὀλίγον νεφελώδης. Κατὰ προκαταρκτικὴν ἀνακοίνωσιν τῆς ἐθνικῆς μετεωρολογικῆς ὑπηρεσίας ὁ καιρὸς θὰ εἶναι αἴθριος εἰς ὀλίγον νεφελώδης. Κατὰ προκαταρκτικὴν ἀνακοίνωσιν τῆς ἐθνικῆς μετεωρολογικῆς ὑπηρεσίας ὁ καιρὸς θὰ εἶναι αἴθριος εἰς ὀλίγον νεφελώδης. [10,1181,365,1253]
article-body: Τὴν 9ην μ.μ. χθὲς ἐξερράγη πυρκαγιὰ εἰς οἰκίαν τῆς ὁδοῦ Πατησίων. Ἡ πυροσβεστικὴ ὑπηρεσία κατώρθωσε νὰ περιορίσῃ τὸ πῦρ. [10,1098,365,1121]
article-body: ΝΕΑ ΥΟΡΚΗ, 5. (Ἀσσ. Πρές).— Ὁ πρέσβυς τοῦ Νοτίου Βιετνὰμ εἰς τὰ Ἡνωμένα Ἔθνη ἐδήλωσεν ὅτι ἡ χώρα του θὰ ἐδέχετο τὴν οὐδετεροποίησιν. ΝΕΑ ΥΟΡΚΗ, 5. (Ἀσσ. Πρές).— Ὁ πρέσβυς τοῦ Νοτίου Βιετνὰμ εἰς τὰ Ἡνωμένα Ἔθνη ἐδήλωσεν ὅτι ἡ χώρα του θὰ ἐδέχετο τὴν οὐδετεροποίησιν. [10,1438,365,1486]
headline-fires: ΠΥΡΚΑΓΙΑΙ ΕΙΣ ΟΙΚΙΑΝ ΚΑΙ ΕΙΣ ΕΡΓΟΣΤΑΣΙΟΝ ΑΝΕΦΛΕΓΗ ΑΥΤΟΚΙΝΗΤΟΝ ΑΠΟΡΡΙΜΜΑΤΩΝ ΚΑΙ ΑΠΟΘΗΚΗ ΧΡΩΜΑΤΩΝ ΕΙΣ ΤΑΣ ΑΘΗΝΑΣ [16,803,359,850]
dateline: Ο ΝΑΥΑΓΙΟΣ ΤΟΥ "ΑΓΙΑΣ ΕΙΡΗΝΗΣ" [1265,414,1447,425]
subhead: ΛΑΒΩΝ ΑΔΕΙΑΝ ΑΝΑΡΡΩΤΙΚΗΝ [401,51,552,63]
dateline: ΕΙΣ ΤΗΝ ΦΛΩΡΙΝΑΝ [1408,1519,1510,1531]
headline: ΟΙ ΕΝ Δ. ΓΕΡΜΑΝΙΑ ΦΟΙΤΗΤΑΙ ΤΗΣ ΓΚΑΝΑΣ ΚΑΤΑΘΕΤΟΥΝ ΤΑ ΔΙΑΒΑΤΗΡΙΑ ΤΩΝ [383,255,569,296]
photo-caption: Πυροσβέσται ἀσχολοῦνται μὲ τὴν κατάσβεσιν τῆς πυρκαγιᾶς εἰς τὴν ὁδὸν Προξένου Λαμπρου Κορωμηλᾶ 25, Ἀθῆναι. [200,1032,363,1080]
kicker: ΣΥΝΕΧΙΖΟΥΝ ΤΑΣ ΠΡΟΣΦΙΛΕΙΣ ΤΩΝ ΜΕΘΟΔΟΥΣ [10,10,365,31]
column-second [376,10,576,2356]
headline: ΕΝΕΤΑΘΗ Η ΑΡΑΣΙΣ ΤΩΝ ΑΝΔΡΩΝ ΕΙΣ ΜΑΡΟΚΟΝ [401,1426,552,1454]
headline-venizelos: Ἐν συναγερμῷ τὸ Ἡράκλειον ὑπεδέχθη τὸν κ. Βενιζέλον [589,1028,1138,1148]
dateline: ΜΕΡΙΜΝΑ ΔΙΑ ΤΟΝ ΛΑΟΝ [797,1668,927,1680]
headline-papandreou: ΘΡΙΑΜΒΕΥΤΙΚΗ ΔΙΑΔΡΟΜΗ ΤΟΥ κ. ΠΑΠΑΝΔΡΕΟΥ ΔΙΑ ΜΕΣΟΥ ΤΩΝ ΘΕΣΣΑΛΙΚΩΝ ΧΩΡΙΩΝ ΚΑΤΑ ΤΗΝ ΑΦΙΞΙΝ ΤΟΥ ΕΙΣ ΤΗΝ ΛΑΡΙΣΑΝ [591,34,1136,145]
headline: ΥΠΟΣΤΗΡΙΖΕΤΑΙ ΟΤΙ ΔΕΝ ΥΦΙΣΤΑΤΑΙ ΔΗΜΟΚΡΑΤΙΚΟΝ ΕΡΓΑΤΙΚΟΝ ΚΙΝΗΜΑ [390,451,563,492]
dateline: ΕΙΣ ΚΑΒΑΛΑΝ [152,292,222,304]
column-rule [372,10,373,2356]
article-body: ΡΑΜΠΑΤ, 5. (Ἀσσ. Πρές).— Ἡ κυβέρνησις τοῦ Μαρόκου ἐνέτεινε τὰ μέτρα ἀσφαλείας. ΡΑΜΠΑΤ, 5. (Ἀσσ. Πρές).— Ἡ κυβέρνησις τοῦ Μαρόκου ἐνέτεινε τὰ μέτρα ἀσφαλείας. [380,1455,572,1527]
headline-mayor: ΔΗΜΑΡΧΟΣ ΜΙΑΣ ΑΜΕΡΙΚΑΝΙΚΗΣ ΠΟΛΕΩΣ ΑΠΗΓΟΡΕΥΣΕ ΤΗΝ ΕΓΓΡΑΦΗΝ ΝΕΓΡΩΝ ΕΙΣ ΤΑ ΣΧΟΛΕΙΑ ΤΗΣ ΜΕΣΗΣ ΕΚΠΑΙΔΕΥΣΕΩΣ [1162,786,1550,831]
article-body: ΣΟΦΙΑ, 5. (Ἀσσ. Πρές).— Ἡ βουλγαρικὴ κυβέρνησις ἀπεφάσισε νὰ μειώσῃ κατὰ τὸ ἥμισυ τὴν τιμὴν τῆς βενζίνης διὰ τοὺς ξένους τουρίστας. ΣΟΦΙΑ, 5. (Ἀσσ. Πρές).— Ἡ βουλγαρικὴ κυβέρνησις ἀπεφάσισε νὰ μειώσῃ κατὰ τὸ ἥμισυ τὴν τιμὴν τῆς βενζίνης διὰ τοὺς ξένους τουρίστας. [380,1208,572,1305]
headline-florina: Τραμπούκοι τῆς Ε.Ρ.Ε. εἰς τὴν Φλώριναν ἐδημιούργησαν σοβαρὰ ἐπεισόδια καθ' ὃν χρόνον ὡμίλει ὁ κ. Ἐμμ. Γλέζος [32,33,342,145]
article-body: ΦΛΩΡΙΝΑ, 5.— Σοβαρὰ ἐπεισόδια ἐσημειώθησαν τὴν 7ην μ.μ. ὅτε τραμπούκοι τῆς ΕΡΕ ἐπεχείρησαν νὰ διαλύσουν τὴν συγκέντρωσιν καθ' ἣν ὡμίλει ὁ ἡγέτης τῆς ΕΔΑ κ. Γλέζος. Ἰσχυρὰ δύναμις χωροφυλακῆς ἐπενέβη πρὸς ἀποκατάστασιν τῆς τάξεως. [10,428,365,476]
subhead-shipwrecks: ΕΒΥΘΙΣΘΗΣΑΝ 50 ΣΚΑΦΗ ΤΩΝ ΧΩΡΗΤΙΚΟΤΗΤΟΣ 224.012 ΤΟΝ.— Η ΒΥΘΙΣΙΣ ΤΟΥ "ΛΑΚΩΝΙΑ"— Ο ΝΑΥΑΓΙΟΣ ΤΟΥ "ΑΓΙΑ ΕΙΡΗΝΗ" [1158,123,1554,168]
headline: Η ΑΜΕΡΙΚΗ ΔΙΕΜΑΡΤΥΡΗΘΗ ΔΙΑ ΤΗΝ ΚΑΤΑΡΡΙΨΙΝ ΤΟΥ ΑΕΡΟΠΛΑΝΟΥ ΕΙΣ ΑΝ. ΓΕΡΜΑΝΙΑΝ [389,958,564,1011]
kicker: ΠΡΟΗΔΡΕΥΣΕΝ Ο ΠΡΩΘΥΠΟΥΡΓΟΣ [68,490,307,505]
continued-label: ΣΥΝΕΧΕΙΑ ΕΚ ΤΗΣ 1ης ΣΕΛΙΔΟΣ [967,1866,1130,1878]
article-body: Ὁ κ. Βενιζέλος, εὐχαριστῶν τὸν λαὸν τοῦ Ἡρακλείου διὰ τὴν ὑποδοχήν, ἐτόνισεν ὅτι ἡ Ἕνωσις Κέντρου θὰ ἀναλάβῃ τὴν διακυβέρνησιν τῆς χώρας. Ὁ κ. Βενιζέλος, εὐχαριστῶν τὸν λαὸν τοῦ Ἡρακλείου διὰ τὴν ὑποδοχήν, ἐτόνισεν ὅτι ἡ Ἕνωσις Κέντρου θὰ ἀναλάβῃ τὴν διακυβέρνησιν τῆς χώρας. Ὁ κ. Βενιζέλος, εὐχαριστῶν τὸν λαὸν τοῦ Ἡρακλείου διὰ τὴν ὑποδοχήν, ἐτόνισεν ὅτι ἡ Ἕνωσις Κέντρου θὰ ἀναλάβῃ τὴν διακυβέρνησιν τῆς χώρας. Ὁ κ. Βενιζέλος, εὐχαριστῶν τὸν λαὸν τοῦ Ἡρακλείου διὰ τὴν ὑποδοχήν, ἐτόνισεν ὅτι ἡ Ἕνωσις Κέντρου θὰ ἀναλάβῃ τὴν διακυβέρνησιν τῆς χώρας. Ὁ κ. Βενιζέλος, εὐχαριστῶν τὸν λαὸν τοῦ Ἡρακλείου διὰ τὴν ὑποδοχήν, ἐτόνισεν ὅτι ἡ Ἕνωσις Κέντρου θὰ ἀναλάβῃ τὴν διακυβέρνησιν τῆς χώρας. Ὁ κ. Βενιζέλος, εὐχαριστῶν τὸν λαὸν τοῦ Ἡρακλείου διὰ τὴν ὑποδοχήν, ἐτόνισεν ὅτι ἡ Ἕνωσις Κέντρου θὰ ἀναλάβῃ τὴν διακυβέρνησιν τῆς χώρας. Ὁ κ. Βενιζέλος, εὐχαριστῶν τὸν λαὸν τοῦ Ἡρακλείου διὰ τὴν ὑποδοχήν, ἐτόνισεν ὅτι ἡ Ἕνωσις Κέντρου θὰ ἀναλάβῃ τὴν διακυβέρνησιν τῆς χώρας. Ὁ κ. Βενιζέλος, εὐχαριστῶν τὸν λαὸν τοῦ Ἡρακλείου διὰ τὴν ὑποδοχήν, ἐτόνισεν ὅτι ἡ Ἕνωσις Κέντρου θὰ ἀναλάβῃ τὴν διακυβέρνησιν τῆς χώρας. [588,1560,765,2040]
article-body: ΤΑΣΚΕΓΗ, Ἀλαμπάμας, 5. (Ἀσσ. Πρές).— Ὁ δήμαρχος τῆς πόλεως ἀπηγόρευσε τὴν ἐγγραφὴν νέγρων μαθητῶν εἰς τὰ σχολεῖα. ΤΑΣΚΕΓΗ, Ἀλαμπάμας, 5. (Ἀσσ. Πρές).— Ὁ δήμαρχος τῆς πόλεως ἀπηγόρευσε τὴν ἐγγραφὴν νέγρων μαθητῶν εἰς τὰ σχολεῖα. ΤΑΣΚΕΓΗ, Ἀλαμπάμας, 5. (Ἀσσ. Πρές).— Ὁ δήμαρχος τῆς πόλεως ἀπηγόρευσε τὴν ἐγγραφὴν νέγρων μαθητῶν εἰς τὰ σχολεῖα. [1154,834,1558,906]
dateline: ΕΠΙΣΚΕΨΙΣ ΡΑΣΚ [144,1489,230,1501]
article-body: ΓΙΟΚΟΧΑΜΑ, 5. (Ρώυτερ).— Ὁ πλοίαρχος τοῦ ἑλληνικοῦ φορτηγοῦ "Ἁγία Εἰρήνη" ἐδήλωσεν ὅτι τὸ πλοῖον ἐβυθίσθη κατὰ τὴν διάρκειαν σφοδρᾶς θυέλλης. [1154,425,1356,473]
article-body: ΑΘΗΝΑΙ, 5.— Ὁ ἀρχηγὸς τῆς ΕΡΕ κ. Κανελλόπουλος, ὁμιλῶν εἰς τὴν Στερεὰν Ἑλλάδα καὶ τὴν Ἤπειρον, ἐπανέλαβε τὰς γνωστὰς ἀοριστολογίας του. ΑΘΗΝΑΙ, 5.— Ὁ ἀρχηγὸς τῆς ΕΡΕ κ. Κανελλόπουλος, ὁμιλῶν εἰς τὴν Στερεὰν Ἑλλάδα καὶ τὴν Ἤπειρον, ἐπανέλαβε τὰς γνωστὰς ἀοριστολογίας του. ΑΘΗΝΑΙ, 5.— Ὁ ἀρχηγὸς τῆς ΕΡΕ κ. Κανελλόπουλος, ὁμιλῶν εἰς τὴν Στερεὰν Ἑλλάδα καὶ τὴν Ἤπειρον, ἐπανέλαβε τὰς γνωστὰς ἀοριστολογίας του. ΑΘΗΝΑΙ, 5.— Ὁ ἀρχηγὸς τῆς ΕΡΕ κ. Κανελλόπουλος, ὁμιλῶν εἰς τὴν Στερεὰν Ἑλλάδα καὶ τὴν Ἤπειρον, ἐπανέλαβε τὰς γνωστὰς ἀοριστολογίας του. ΑΘΗΝΑΙ, 5.— Ὁ ἀρχηγὸς τῆς ΕΡΕ κ. Κανελλόπουλος, ὁμιλῶν εἰς τὴν Στερεὰν Ἑλλάδα καὶ τὴν Ἤπειρον, ἐπανέλαβε τὰς γνωστὰς ἀοριστολογίας του. ΑΘΗΝΑΙ, 5.— Ὁ ἀρχηγὸς τῆς ΕΡΕ κ. Κανελλόπουλος, ὁμιλῶν εἰς τὴν Στερεὰν Ἑλλάδα καὶ τὴν Ἤπειρον, ἐπανέλαβε τὰς γνωστὰς ἀοριστολογίας του. [1360,964,1558,1252]
article-body: ΑΘΗΝΑΙ, 5.— Ἐκ τῆς συνδικαλιστικῆς κινήσεως ἀνακοινοῦται ὅτι τὸ ἐργατικὸν κίνημα δὲν ἔχει δημοκρατικὴν ὀργάνωσιν. ΑΘΗΝΑΙ, 5.— Ἐκ τῆς συνδικαλιστικῆς κινήσεως ἀνακοινοῦται ὅτι τὸ ἐργατικὸν κίνημα δὲν ἔχει δημοκρατικὴν ὀργάνωσιν. ΑΘΗΝΑΙ, 5.— Ἐκ τῆς συνδικαλιστικῆς κινήσεως ἀνακοινοῦται ὅτι τὸ ἐργατικὸν κίνημα δὲν ἔχει δημοκρατικὴν ὀργάνωσιν. [380,493,572,637]
headline-saigon: Η ΣΑΙΓΚΟΝ ΔΕΧΕΤΑΙ ΤΗΝ ΟΥΔΕΤΕΡΟΠΟΙΗΣΙΝ ΤΟΥ ΒΟΡΕΙΟΥ ΚΑΙ ΝΟΤΙΟΥ ΒΙΕΤΝΑΜ ΑΦΟΥ ΠΡΩΤΟΝ ΔΙΩΧΘΟΥΝ ΟΙ ΚΟΜΜΟΥΝΙΣΤΑΙ [10,1302,365,1348]
dateline: ΧΙΟΝΟΘΥΕΛΛΑ ΕΙΣ ΑΜΕΡΙΚΗΝ [109,1256,266,1267]
subhead-venizelos-b: συνεκροτήθη παρόμοια συγκέντρωσις [588,1179,1139,1204]
continued-label: ΣΥΝΕΧΕΙΑ ΕΚ ΤΗΣ 1ης ΣΕΛΙΔΟΣ [595,1549,759,1560]
article-body: ΒΟΝΝΗ, 5. (Ἀσσ. Πρές).— Δυσφορεῖται εἰδήσεις ἀναφέρουν ὅτι ἡ ἐφορία ἀπεφάσισε νὰ φορολογήσῃ τὰ ἔσοδα τῶν ἱερειῶν τῆς πανδήμου Ἀφροδίτης. ΒΟΝΝΗ, 5. (Ἀσσ. Πρές).— Δυσφορεῖται εἰδήσεις ἀναφέρουν ὅτι ἡ ἐφορία ἀπεφάσισε νὰ φορολογήσῃ τὰ ἔσοδα τῶν ἱερειῶν τῆς πανδήμου Ἀφροδίτης. ΒΟΝΝΗ, 5. (Ἀσσ. Πρές).— Δυσφορεῖται εἰδήσεις ἀναφέρουν ὅτι ἡ ἐφορία ἀπεφάσισε νὰ φορολογήσῃ τὰ ἔσοδα τῶν ἱερειῶν τῆς πανδήμου Ἀφροδίτης. ΒΟΝΝΗ, 5. (Ἀσσ. Πρές).— Δυσφορεῖται εἰδήσεις ἀναφέρουν ὅτι ἡ ἐφορία ἀπεφάσισε νὰ φορολογήσῃ τὰ ἔσοδα τῶν ἱερειῶν τῆς πανδήμου Ἀφροδίτης. [1154,584,1352,776]
